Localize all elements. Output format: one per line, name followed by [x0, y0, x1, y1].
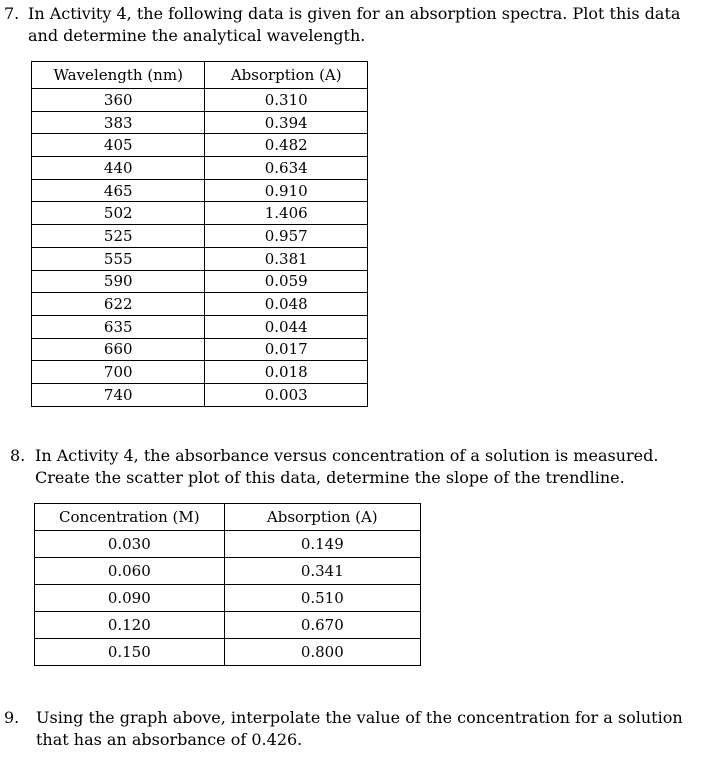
table-cell: 0.044 — [205, 315, 368, 338]
table-cell: 360 — [32, 89, 205, 112]
table-cell: 0.310 — [205, 89, 368, 112]
question-7-text: In Activity 4, the following data is given for an absorption spectra. Plot this data and determine the analytical wavelength. — [28, 4, 681, 45]
concentration-table — [34, 503, 421, 666]
table-header-row — [35, 504, 421, 531]
absorption-spectra-table-body — [32, 89, 368, 407]
table-cell: 590 — [32, 270, 205, 293]
table-row — [32, 338, 368, 361]
table-row — [32, 293, 368, 316]
question-9-number: 9. — [4, 708, 20, 727]
table-cell: 0.910 — [205, 179, 368, 202]
table-cell: 0.800 — [224, 639, 420, 666]
table-cell: 555 — [32, 247, 205, 270]
table-cell: 0.090 — [35, 585, 225, 612]
table-row — [35, 558, 421, 585]
column-header-absorption: Absorption (A) — [205, 62, 368, 89]
concentration-table-body — [35, 531, 421, 666]
column-header-concentration: Concentration (M) — [35, 504, 225, 531]
table-cell: 440 — [32, 157, 205, 180]
table-cell: 0.149 — [224, 531, 420, 558]
table-cell: 0.394 — [205, 111, 368, 134]
table-cell: 0.670 — [224, 612, 420, 639]
table-row — [32, 157, 368, 180]
table-row — [32, 225, 368, 248]
table-cell: 0.048 — [205, 293, 368, 316]
table-row — [32, 134, 368, 157]
table-cell: 740 — [32, 383, 205, 406]
table-row — [35, 639, 421, 666]
table-cell: 0.120 — [35, 612, 225, 639]
absorption-spectra-table — [31, 61, 368, 407]
table-cell: 0.482 — [205, 134, 368, 157]
table-cell: 502 — [32, 202, 205, 225]
table-row — [35, 612, 421, 639]
table-row — [32, 361, 368, 384]
table-cell: 0.510 — [224, 585, 420, 612]
table-cell: 405 — [32, 134, 205, 157]
table-cell: 0.018 — [205, 361, 368, 384]
question-9-text: Using the graph above, interpolate the value of the concentration for a solution that has an absorbance of 0.426. — [36, 708, 683, 749]
table-row — [32, 247, 368, 270]
table-cell: 622 — [32, 293, 205, 316]
table-cell: 383 — [32, 111, 205, 134]
table-cell: 0.150 — [35, 639, 225, 666]
table-cell: 635 — [32, 315, 205, 338]
table-cell: 660 — [32, 338, 205, 361]
table-row — [32, 383, 368, 406]
table-row — [32, 202, 368, 225]
column-header-wavelength: Wavelength (nm) — [32, 62, 205, 89]
table-cell: 0.059 — [205, 270, 368, 293]
table-cell: 525 — [32, 225, 205, 248]
question-8-number: 8. — [10, 446, 26, 465]
column-header-absorption: Absorption (A) — [224, 504, 420, 531]
table-cell: 0.030 — [35, 531, 225, 558]
table-cell: 0.957 — [205, 225, 368, 248]
table-row — [32, 270, 368, 293]
table-cell: 700 — [32, 361, 205, 384]
table-cell: 0.341 — [224, 558, 420, 585]
table-header-row — [32, 62, 368, 89]
table-cell: 0.017 — [205, 338, 368, 361]
table-row — [35, 585, 421, 612]
table-row — [32, 179, 368, 202]
table-row — [35, 531, 421, 558]
table-cell: 0.381 — [205, 247, 368, 270]
table-row — [32, 315, 368, 338]
question-8-text: In Activity 4, the absorbance versus concentration of a solution is measured. Create the scatter plot of this data, determine the slope of the trendline. — [35, 446, 659, 487]
table-row — [32, 89, 368, 112]
table-cell: 0.003 — [205, 383, 368, 406]
table-cell: 0.634 — [205, 157, 368, 180]
table-cell: 0.060 — [35, 558, 225, 585]
table-row — [32, 111, 368, 134]
table-cell: 1.406 — [205, 202, 368, 225]
question-7-number: 7. — [4, 4, 20, 23]
table-cell: 465 — [32, 179, 205, 202]
